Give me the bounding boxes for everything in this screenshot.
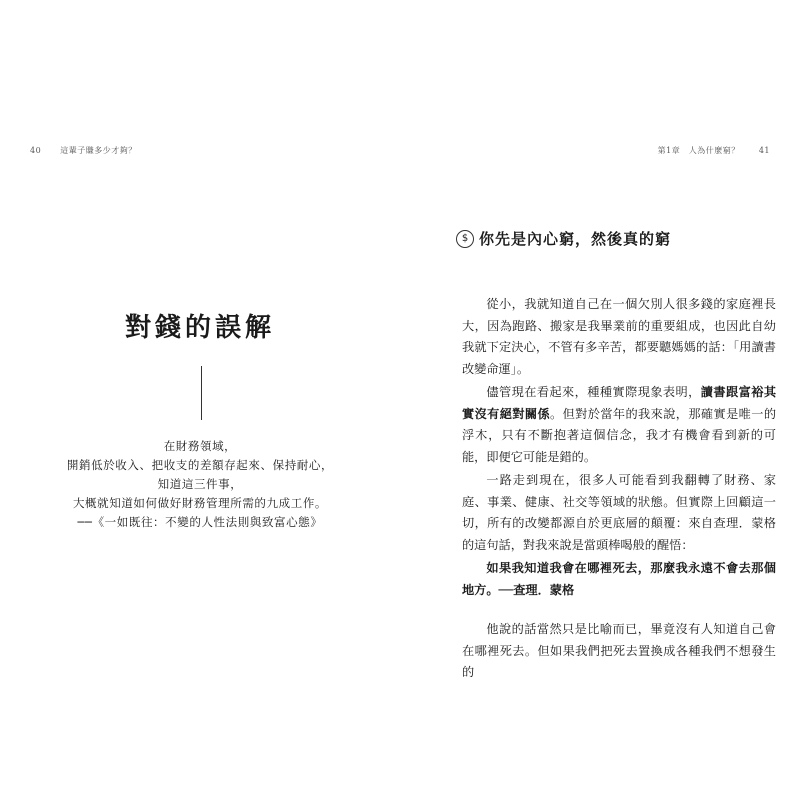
quote-line: 開銷低於收入、把收支的差額存起來、保持耐心， <box>66 458 334 472</box>
right-running-header <box>658 145 770 156</box>
quote-line: 在財務領域， <box>163 439 237 453</box>
chapter-title: 對錢的誤解 <box>124 313 275 343</box>
paragraph: 一路走到現在，很多人可能看到我翻轉了財務、家庭、事業、健康、社交等領域的狀態。但實際上回顧這一切，所有的改變都源自於更底層的顛覆：來自查理．蒙格的這句話，對我來說是當頭棒喝般的醒悟： <box>462 473 776 552</box>
epigraph-quote <box>0 437 400 532</box>
quote-line: 大概就知道如何做好財務管理所需的九成工作。 <box>72 496 328 510</box>
divider-line <box>201 366 202 420</box>
paragraph: 從小，我就知道自己在一個欠別人很多錢的家庭裡長大，因為跑路、搬家是我畢業前的重要組成，也因此自幼我就下定決心，不管有多辛苦，都要聽媽媽的話：「用讀書改變命運」。 <box>462 297 776 376</box>
paragraph: 他說的話當然只是比喻而已，畢竟沒有人知道自己會在哪裡死去。但如果我們把死去置換成各種我們不想發生的 <box>462 622 776 679</box>
body-text <box>462 294 776 684</box>
section-title: 你先是內心窮，然後真的窮 <box>479 230 672 248</box>
left-page-number: 40 <box>30 146 42 155</box>
spacer <box>462 601 776 619</box>
quote-source: ──《一如既往：不變的人性法則與致富心態》 <box>77 515 323 529</box>
section-heading <box>456 228 671 249</box>
dollar-circle-icon: $ <box>456 230 474 248</box>
quote-line: 知道這三件事， <box>157 477 243 491</box>
right-page <box>400 0 800 800</box>
left-running-header <box>30 145 137 156</box>
left-running-head: 這輩子賺多少才夠？ <box>60 146 137 155</box>
right-running-head: 第1章 人為什麼窮？ <box>657 146 740 155</box>
paragraph-text: 儘管現在看起來，種種實際現象表明， <box>486 385 701 399</box>
paragraph <box>462 382 776 468</box>
right-page-number: 41 <box>758 146 770 155</box>
bold-quote: 如果我知道我會在哪裡死去，那麼我永遠不會去那個地方。──查理．蒙格 <box>462 561 776 597</box>
paragraph-text: 。但對於當年的我來說，那確實是唯一的浮木，只有不斷抱著這個信念，我才有機會看到新的可能，即便它可能是錯的。 <box>462 406 777 464</box>
bold-emphasis: 讀書跟富裕其實沒有絕對關係 <box>462 385 777 421</box>
